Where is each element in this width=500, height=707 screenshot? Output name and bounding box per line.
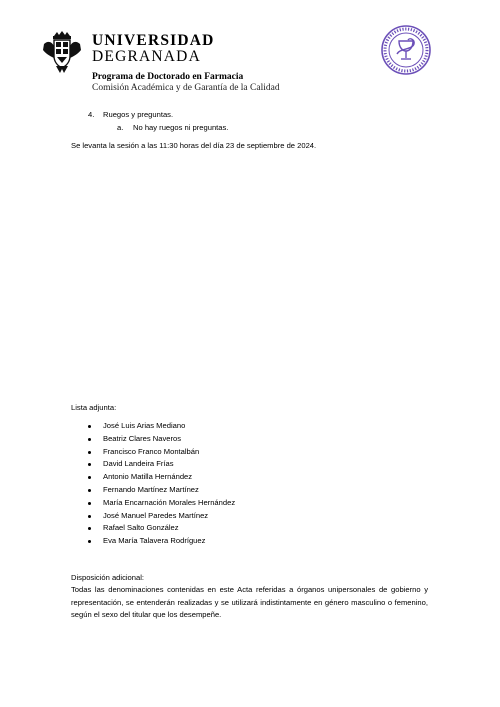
bullet-icon: [88, 502, 91, 505]
attendance-title: Lista adjunta:: [71, 403, 117, 412]
university-name-line2: [92, 49, 215, 65]
attendee-name: Fernando Martínez Martínez: [103, 484, 199, 494]
university-crest-icon: [40, 30, 84, 74]
attendee-name: Rafael Salto González: [103, 523, 179, 533]
bullet-icon: [88, 515, 91, 518]
program-subtitle: Comisión Académica y de Garantía de la Calidad: [92, 83, 280, 93]
bullet-icon: [88, 476, 91, 479]
university-wordmark: [92, 33, 215, 65]
attendee-name: Antonio Matilla Hernández: [103, 472, 193, 482]
bullet-icon: [88, 425, 91, 428]
attendee-name: Eva María Talavera Rodríguez: [103, 536, 206, 546]
bullet-icon: [88, 527, 91, 530]
agenda-subitem-letter: a.: [117, 123, 124, 132]
program-title: Programa de Doctorado en Farmacia: [92, 72, 244, 82]
additional-provision-text: Todas las denominaciones contenidas en este Acta referidas a órganos unipersonales de gobierno y representación, se entenderán realizadas y se utilizará indistintamente en género masculino o femenino, según el sexo del titular que los desempeñe.: [71, 585, 428, 619]
attendee-name: Beatriz Clares Naveros: [103, 433, 182, 443]
pharmacy-faculty-seal-icon: [380, 24, 432, 76]
bullet-icon: [88, 489, 91, 492]
attendee-name: María Encarnación Morales Hernández: [103, 497, 236, 507]
attendee-name: David Landeira Frías: [103, 459, 174, 469]
attendee-name: Francisco Franco Montalbán: [103, 446, 200, 456]
additional-provision-title: Disposición adicional:: [71, 573, 145, 582]
university-name-line1: UNIVERSIDAD: [92, 32, 215, 49]
university-name-main: GRANADA: [115, 48, 201, 65]
university-name-prefix: DE: [92, 48, 116, 65]
agenda-item-number: 4.: [88, 110, 95, 119]
agenda-subitem-text: No hay ruegos ni preguntas.: [133, 123, 229, 132]
attendee-name: José Luis Arias Mediano: [103, 421, 186, 430]
bullet-icon: [88, 451, 91, 454]
bullet-icon: [88, 463, 91, 466]
closing-statement: Se levanta la sesión a las 11:30 horas del día 23 de septiembre de 2024.: [71, 141, 317, 150]
bullet-icon: [88, 540, 91, 543]
bullet-icon: [88, 438, 91, 441]
agenda-item-text: Ruegos y preguntas.: [103, 110, 174, 119]
attendee-name: José Manuel Paredes Martínez: [103, 510, 209, 520]
